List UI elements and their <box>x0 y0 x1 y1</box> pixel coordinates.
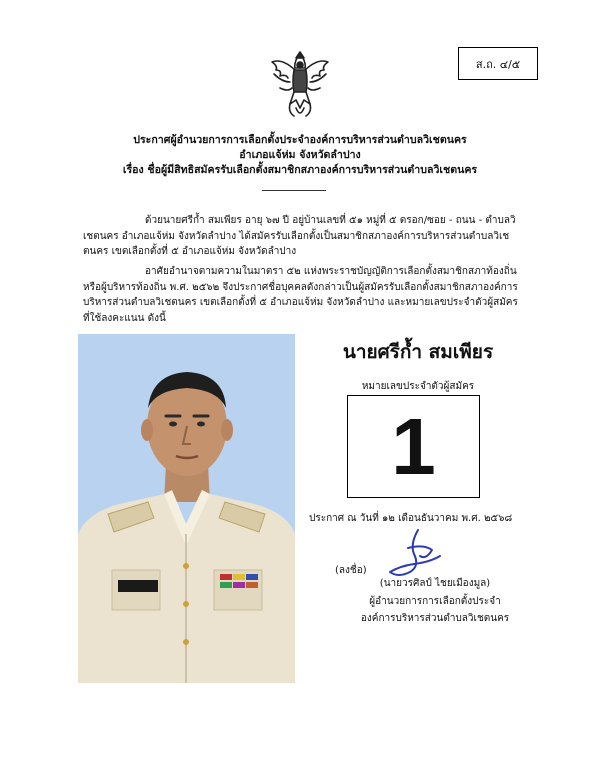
form-code: ส.ถ. ๔/๕ <box>475 57 521 71</box>
paragraph-1 <box>83 213 523 260</box>
signature-icon <box>380 526 450 582</box>
signer-position-line-2: องค์การบริหารส่วนตำบลวิเชตนคร <box>360 613 510 624</box>
signer-name: (นายวรศิลป์ ไชยเมืองมูล) <box>379 578 491 589</box>
header-divider <box>262 190 326 191</box>
garuda-emblem-icon <box>268 48 332 120</box>
sign-label: (ลงชื่อ) <box>335 565 367 576</box>
candidate-name: นายศรีก้ำ สมเพียร <box>342 341 494 363</box>
candidate-number-box <box>347 395 480 498</box>
header-district: อำเภอแจ้ห่ม จังหวัดลำปาง <box>239 149 361 161</box>
paragraph-2 <box>83 264 523 326</box>
header-subject: เรื่อง ชื่อผู้มีสิทธิสมัครรับเลือกตั้งสมาชิกสภาองค์การบริหารส่วนตำบลวิเชตนคร <box>122 164 478 176</box>
form-code-box <box>458 47 538 80</box>
candidate-portrait-icon <box>78 334 295 683</box>
signer-position-line-1: ผู้อำนวยการการเลือกตั้งประจำ <box>369 596 501 607</box>
candidate-photo <box>78 334 295 683</box>
announcement-date: ประกาศ ณ วันที่ ๑๒ เดือนธันวาคม พ.ศ. ๒๕๖๘ <box>309 513 513 524</box>
header-title: ประกาศผู้อำนวยการการเลือกตั้งประจำองค์การบริหารส่วนตำบลวิเชตนคร <box>133 134 467 146</box>
paragraph-2-text: อาศัยอำนาจตามความในมาตรา ๕๒ แห่งพระราชบัญญัติการเลือกตั้งสมาชิกสภาท้องถิ่นหรือผู้บริหารท้องถิ่น พ.ศ. ๒๕๖๒ จึงประกาศชื่อบุคคลดังกล่าวเป็นผู้สมัครรับเลือกตั้งสมาชิกสภาองค์การบริหารส่วนตำบลวิเชตนคร เขตเลือกตั้งที่ ๕ อำเภอแจ้ห่ม จังหวัดลำปาง และหมายเลขประจำตัวผู้สมัครที่ใช้ลงคะแนน ดังนี้ <box>83 266 518 324</box>
candidate-number-label: หมายเลขประจำตัวผู้สมัคร <box>361 381 475 392</box>
paragraph-1-text: ด้วยนายศรีก้ำ สมเพียร อายุ ๖๗ ปี อยู่บ้านเลขที่ ๕๑ หมู่ที่ ๕ ตรอก/ซอย - ถนน - ตำบลวิเชตนคร อำเภอแจ้ห่ม จังหวัดลำปาง ได้สมัครรับเลือกตั้งเป็นสมาชิกสภาองค์การบริหารส่วนตำบลวิเชตนคร เขตเลือกตั้งที่ ๕ อำเภอแจ้ห่ม จังหวัดลำปาง <box>83 215 516 257</box>
candidate-number: 1 <box>391 401 436 491</box>
